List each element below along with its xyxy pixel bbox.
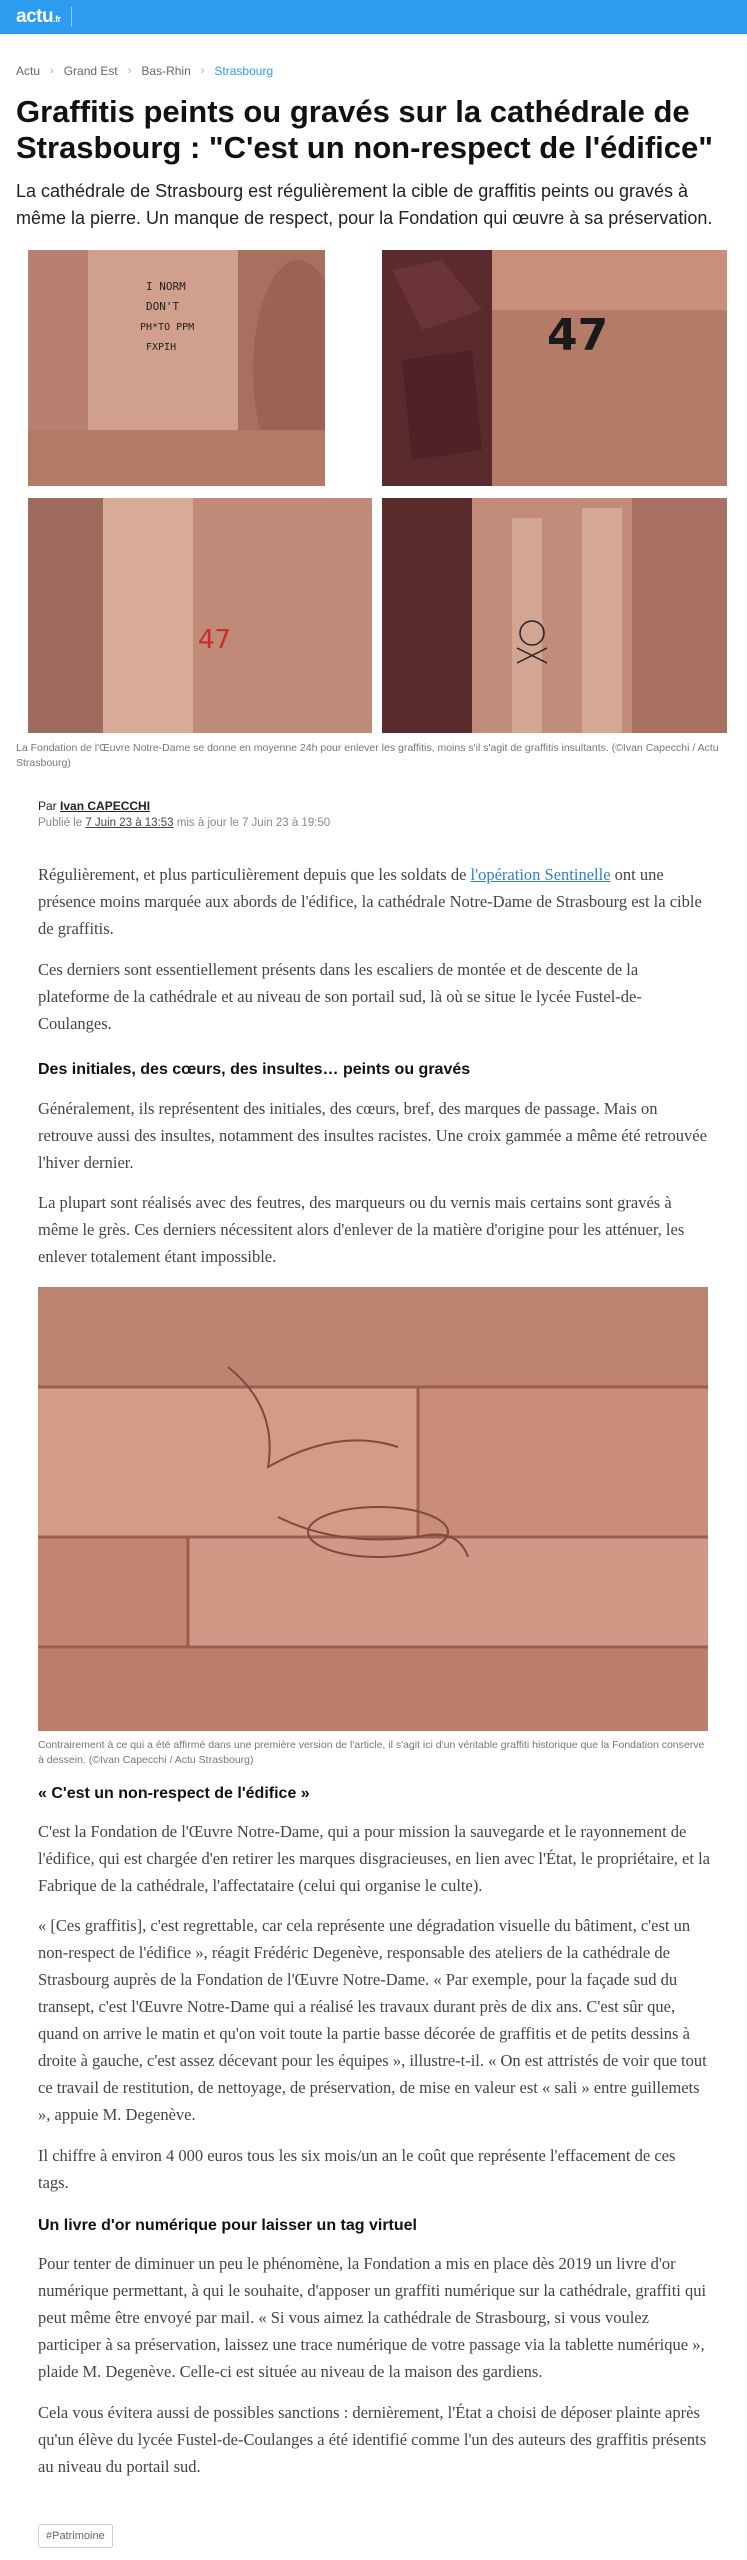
paragraph: Généralement, ils représentent des initiales, des cœurs, bref, des marques de passage. Mais on retrouve aussi des insultes, notamment des insultes racistes. Une croix gammée a même été retrouvée l'hiver dernier. (38, 1099, 707, 1172)
gallery-photo-3[interactable] (28, 498, 372, 733)
paragraph: « [Ces graffitis], c'est regrettable, car cela représente une dégradation visuelle du bâtiment, c'est un non-respect de l'édifice », réagit Frédéric Degenève, responsable des ateliers de la cathédrale de Strasbourg auprès de la Fondation de l'Œuvre Notre-Dame. « Par exemple, pour la façade sud du transept, c'est l'Œuvre Notre-Dame qui a réalisé les travaux durant près de dix ans. C'est sûr que, quand on arrive le matin et qu'on voit toute la partie basse décorée de graffitis et de petits dessins à droite à gauche, c'est assez décevant pour les équipes », illustre-t-il. « On est attristés de voir que tout ce travail de restitution, de nettoyage, de préservation, de mise en valeur est « sali » entre guillemets », appuie M. Degenève. (38, 1916, 707, 2124)
article-lead: La cathédrale de Strasbourg est régulièrement la cible de graffitis peints ou gravés à même la pierre. Un manque de respect, pour la Fondation qui œuvre à sa préservation. (16, 181, 713, 228)
sentinelle-link[interactable]: l'opération Sentinelle (470, 865, 611, 884)
section-heading: Un livre d'or numérique pour laisser un tag virtuel (38, 2217, 417, 2234)
graffiti-text: 47 (547, 310, 609, 361)
graffiti-text: PH*TO PPM (140, 322, 195, 333)
article-title: Graffitis peints ou gravés sur la cathédrale de Strasbourg : "C'est un non-respect de l'édifice" (16, 94, 713, 165)
paragraph: Ces derniers sont essentiellement présents dans les escaliers de montée et de descente de la plateforme de la cathédrale et au niveau de son portail sud, là où se situe le lycée Fustel-de-Coulanges. (38, 960, 642, 1033)
author-link[interactable]: Ivan CAPECCHI (60, 799, 151, 813)
top-bar (0, 0, 747, 34)
breadcrumb-item-grand-est[interactable]: Grand Est (63, 64, 118, 78)
byline-prefix: Par (38, 799, 57, 813)
chevron-right-icon: › (127, 65, 132, 77)
publication-dates (38, 817, 330, 829)
published-date: 7 Juin 23 à 13:53 (85, 817, 174, 829)
published-prefix: Publié le (38, 817, 83, 829)
gallery-photo-2[interactable] (382, 250, 727, 486)
inline-photo[interactable] (38, 1287, 708, 1731)
logo-divider (71, 7, 72, 27)
graffiti-text: DON'T (146, 300, 180, 313)
figure-caption: Contrairement à ce qui a été affirmé dans une première version de l'article, il s'agit ici d'un véritable graffiti historique que la Fondation conserve à dessein. (©Ivan Capecchi / Actu Strasbourg) (38, 1739, 705, 1766)
section-heading: Des initiales, des cœurs, des insultes… peints ou gravés (38, 1061, 471, 1078)
breadcrumb-item-actu[interactable]: Actu (16, 64, 41, 78)
photo-gallery (28, 250, 727, 733)
paragraph: Il chiffre à environ 4 000 euros tous les six mois/un an le coût que représente l'effacement de ces tags. (38, 2146, 676, 2192)
paragraph: C'est la Fondation de l'Œuvre Notre-Dame, qui a pour mission la sauvegarde et le rayonnement de l'édifice, qui est chargée d'en retirer les marques disgracieuses, en lien avec l'État, le propriétaire, et la Fabrique de la cathédrale, l'affectataire (celui qui organise le culte). (38, 1822, 710, 1895)
paragraph: Cela vous évitera aussi de possibles sanctions : dernièrement, l'État a choisi de déposer plainte après qu'un élève du lycée Fustel-de-Coulanges a été identifié comme l'un des auteurs des graffitis présents au niveau du portail sud. (38, 2403, 707, 2476)
section-heading: « C'est un non-respect de l'édifice » (38, 1785, 310, 1802)
updated-date: mis à jour le 7 Juin 23 à 19:50 (176, 817, 331, 829)
breadcrumb-item-bas-rhin[interactable]: Bas-Rhin (141, 64, 191, 78)
chevron-right-icon: › (200, 65, 205, 77)
graffiti-text: 47 (198, 625, 232, 655)
gallery-photo-1[interactable] (28, 250, 325, 486)
site-logo[interactable]: actu.fr (16, 6, 61, 27)
gallery-photo-4[interactable] (382, 498, 727, 733)
author-line (38, 799, 150, 813)
paragraph: La plupart sont réalisés avec des feutres, des marqueurs ou du vernis mais certains sont gravés à même le grès. Ces derniers nécessitent alors d'enlever de la matière d'origine pour les atténuer, les enlever totalement étant impossible. (38, 1193, 685, 1266)
paragraph: Régulièrement, et plus particulièrement depuis que les soldats de l'opération Sentinelle ont une présence moins marquée aux abords de l'édifice, la cathédrale Notre-Dame de Strasbourg est la cible de graffitis. (38, 865, 702, 938)
chevron-right-icon: › (50, 65, 54, 77)
graffiti-text: FXPIH (146, 342, 177, 353)
tag-patrimoine[interactable]: #Patrimoine (38, 2524, 113, 2548)
breadcrumb (16, 64, 273, 78)
gallery-caption: La Fondation de l'Œuvre Notre-Dame se donne en moyenne 24h pour enlever les graffitis, moins s'il s'agit de graffitis insultants. (©Ivan Capecchi / Actu Strasbourg) (16, 742, 719, 769)
graffiti-text: I NORM (146, 280, 186, 293)
paragraph: Pour tenter de diminuer un peu le phénomène, la Fondation a mis en place dès 2019 un livre d'or numérique permettant, à qui le souhaite, d'apposer un graffiti numérique sur la cathédrale, graffiti qui peut même être envoyé par mail. « Si vous aimez la cathédrale de Strasbourg, si vous voulez participer à sa préservation, laissez une trace numérique de votre passage via la tablette numérique », plaide M. Degenève. Celle-ci est située au niveau de la maison des gardiens. (38, 2254, 707, 2381)
breadcrumb-item-strasbourg[interactable]: Strasbourg (214, 64, 274, 78)
